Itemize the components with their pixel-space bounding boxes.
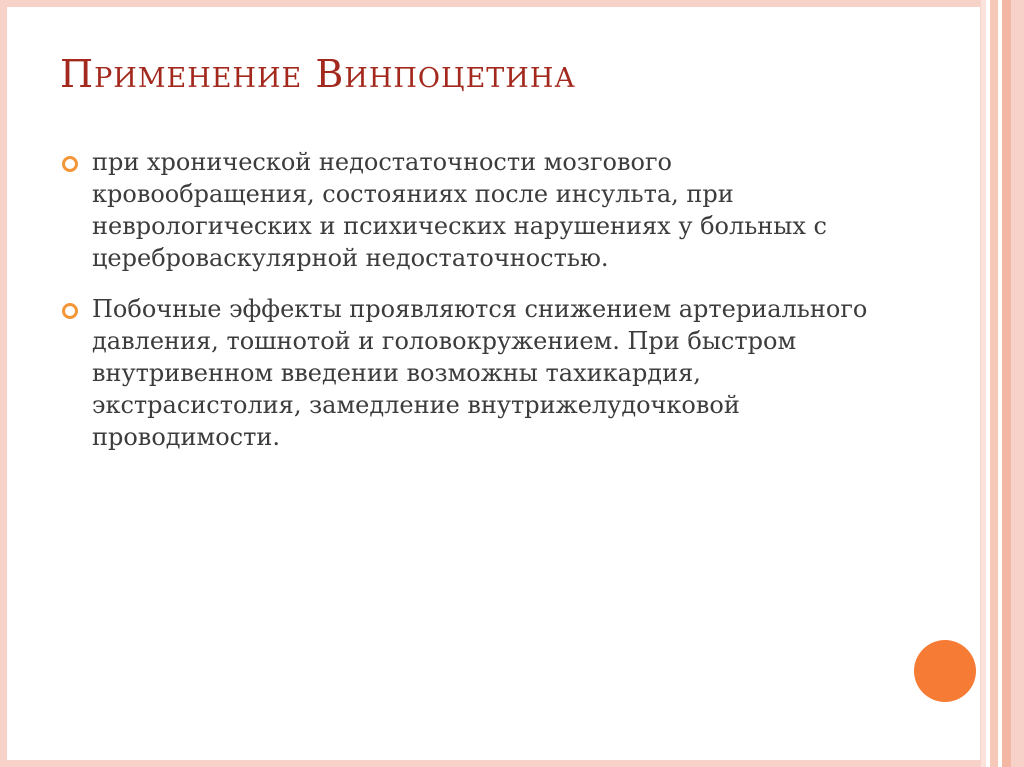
slide-title: Применение Винпоцетина: [60, 52, 576, 96]
bullet-list: [60, 146, 880, 453]
ring-bullet-icon: [62, 156, 78, 172]
decorative-stripe: [1011, 0, 1024, 767]
bullet-text: Побочные эффекты проявляются снижением артериального давления, тошнотой и головокружением. При быстром внутривенном введении возможны тахикардия, экстрасистолия, замедление внутрижелудочковой проводимости.: [92, 294, 868, 452]
bullet-text: при хронической недостаточности мозгового кровообращения, состояниях после инсульта, при неврологических и психических нарушениях у больных с цереброваскулярной недостаточностью.: [92, 148, 827, 273]
slide-content: [60, 146, 880, 471]
decorative-circle: [914, 640, 976, 702]
bullet-item: [60, 293, 880, 454]
bullet-item: [60, 146, 880, 275]
decorative-stripe: [1002, 0, 1011, 767]
ring-bullet-icon: [62, 303, 78, 319]
decorative-stripe: [990, 0, 998, 767]
